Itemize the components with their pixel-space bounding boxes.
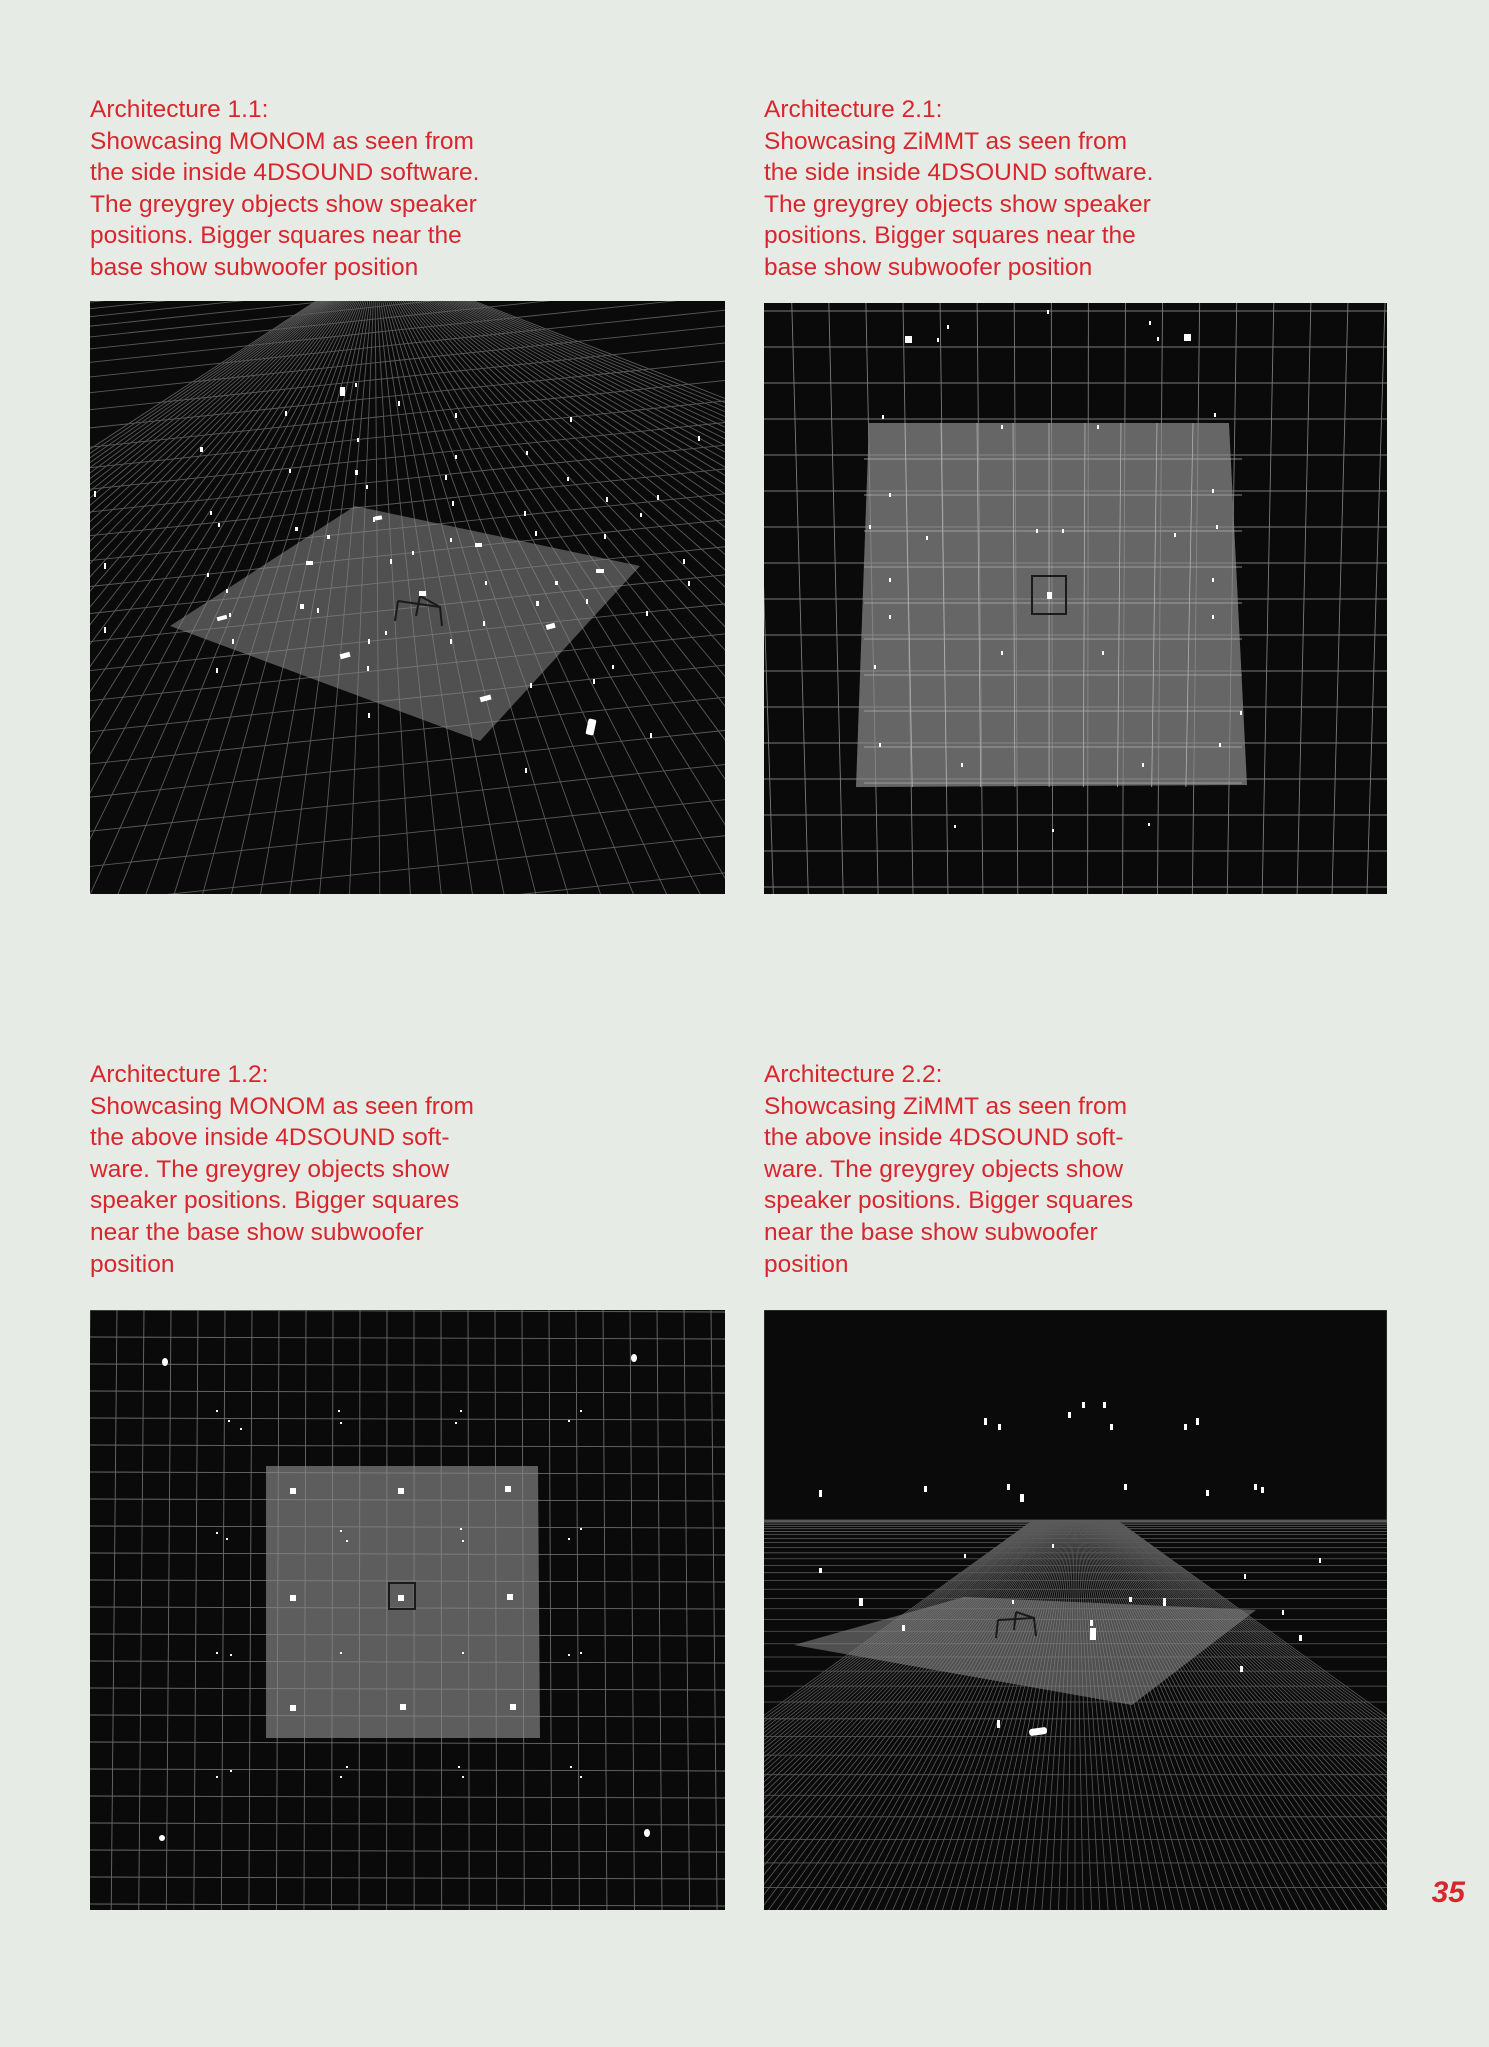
stage-plane xyxy=(170,506,640,741)
caption-line: Showcasing MONOM as seen from xyxy=(90,127,474,155)
caption-line: base show subwoofer position xyxy=(90,253,419,281)
render-zimmt-side xyxy=(764,303,1387,894)
caption-architecture-1-2 xyxy=(90,1059,474,1280)
caption-title: Architecture 2.2: xyxy=(764,1061,943,1088)
caption-title: Architecture 1.2: xyxy=(90,1061,269,1088)
stage-plane xyxy=(856,423,1247,787)
figure-zimmt-top-view xyxy=(764,1310,1387,1910)
caption-line: ware. The greygrey objects show xyxy=(764,1155,1124,1183)
caption-line: positions. Bigger squares near the xyxy=(764,222,1136,250)
caption-line: the side inside 4DSOUND software. xyxy=(90,159,480,187)
figure-monom-top-view xyxy=(90,1310,725,1910)
render-monom-top xyxy=(90,1310,725,1910)
caption-line: base show subwoofer position xyxy=(764,253,1093,281)
caption-title: Architecture 2.1: xyxy=(764,96,943,123)
caption-line: The greygrey objects show speaker xyxy=(90,190,477,218)
caption-title: Architecture 1.1: xyxy=(90,96,269,123)
caption-line: positions. Bigger squares near the xyxy=(90,222,462,250)
caption-line: speaker positions. Bigger squares xyxy=(764,1187,1134,1215)
caption-line: near the base show subwoofer xyxy=(90,1218,424,1246)
caption-line: position xyxy=(90,1250,175,1278)
caption-line: position xyxy=(764,1250,849,1278)
figure-zimmt-side-view xyxy=(764,303,1387,894)
caption-architecture-1-1 xyxy=(90,94,479,284)
page-number: 35 xyxy=(1431,1876,1465,1909)
caption-line: the side inside 4DSOUND software. xyxy=(764,159,1154,187)
caption-line: speaker positions. Bigger squares xyxy=(90,1187,460,1215)
caption-line: Showcasing ZiMMT as seen from xyxy=(764,127,1128,155)
render-monom-side xyxy=(90,301,725,894)
caption-line: near the base show subwoofer xyxy=(764,1218,1098,1246)
figure-monom-side-view xyxy=(90,301,725,894)
caption-architecture-2-2 xyxy=(764,1059,1133,1280)
caption-line: the above inside 4DSOUND soft- xyxy=(90,1124,450,1152)
caption-line: the above inside 4DSOUND soft- xyxy=(764,1124,1124,1152)
caption-line: ware. The greygrey objects show xyxy=(90,1155,450,1183)
caption-line: Showcasing MONOM as seen from xyxy=(90,1092,474,1120)
stage-plane xyxy=(266,1466,540,1738)
render-zimmt-top xyxy=(764,1310,1387,1910)
caption-architecture-2-1 xyxy=(764,94,1153,284)
caption-line: The greygrey objects show speaker xyxy=(764,190,1151,218)
caption-line: Showcasing ZiMMT as seen from xyxy=(764,1092,1128,1120)
